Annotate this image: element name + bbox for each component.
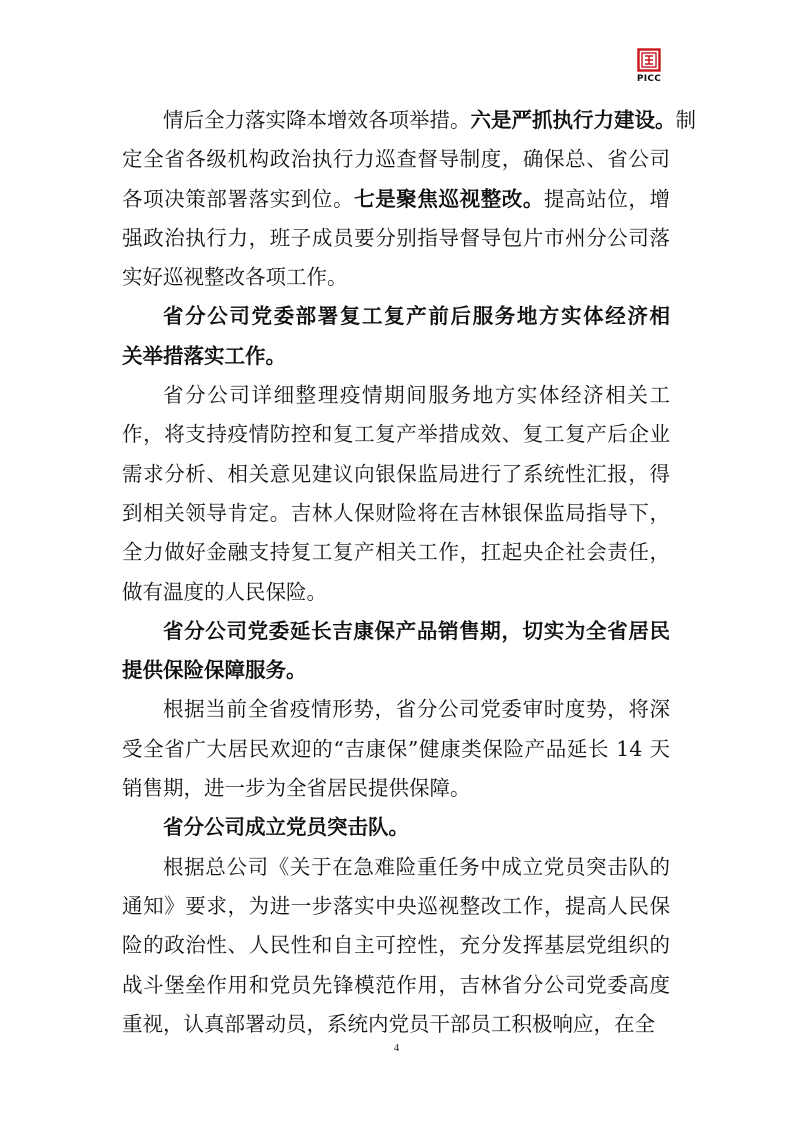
text-run: 通知》要求，为进一步落实中央巡视整改工作，提高人民保 [122, 893, 670, 918]
text-run: 做有温度的人民保险。 [122, 579, 327, 604]
paragraph-line [122, 376, 670, 415]
paragraph-line [122, 966, 670, 1005]
text-run: 定全省各级机构政治执行力巡查督导制度，确保总、省公司 [122, 147, 670, 172]
paragraph-line [122, 887, 670, 926]
bold-text-run: 六是严抓执行力建设。 [470, 108, 676, 132]
text-run: 全力做好金融支持复工复产相关工作，扛起央企社会责任， [122, 540, 670, 565]
text-run: 根据总公司《关于在急难险重任务中成立党员突击队的 [163, 854, 670, 879]
text-run: 制 [675, 108, 696, 132]
page-number: 4 [393, 1042, 400, 1054]
paragraph-line [122, 258, 670, 297]
paragraph-line [122, 533, 670, 572]
text-run: 情后全力落实降本增效各项举措。 [163, 108, 471, 132]
picc-seal-icon [637, 48, 661, 72]
logo-text: PICC [636, 74, 662, 84]
text-run: 实好巡视整改各项工作。 [122, 265, 348, 290]
paragraph-line [122, 848, 670, 887]
paragraph-line [122, 219, 670, 258]
bold-text-run: 七是聚焦巡视整改。 [354, 186, 545, 211]
paragraph-line [122, 769, 670, 808]
section-heading-line [122, 297, 670, 336]
picc-logo [634, 48, 664, 84]
text-run: 作，将支持疫情防控和复工复产举措成效、复工复产后企业 [122, 422, 670, 447]
paragraph-line [122, 415, 670, 454]
paragraph-line [122, 573, 670, 612]
bold-text-run: 省分公司成立党员突击队。 [163, 815, 409, 840]
text-run: 需求分析、相关意见建议向银保监局进行了系统性汇报，得 [122, 461, 670, 486]
text-run: 到相关领导肯定。吉林人保财险将在吉林银保监局指导下， [122, 500, 670, 525]
paragraph-line [122, 1005, 670, 1044]
bold-text-run: 省分公司党委延长吉康保产品销售期，切实为全省居民 [163, 618, 670, 643]
section-heading-line [122, 651, 670, 690]
section-heading-line [122, 808, 670, 847]
text-run: 提高站位，增 [544, 186, 671, 211]
paragraph-line [122, 140, 670, 179]
section-heading-line [122, 612, 670, 651]
text-run: 根据当前全省疫情形势，省分公司党委审时度势，将深 [163, 697, 670, 722]
paragraph-line [122, 926, 670, 965]
paragraph-line [122, 730, 670, 769]
text-run: 各项决策部署落实到位。 [122, 186, 355, 211]
text-run: 战斗堡垒作用和党员先锋模范作用，吉林省分公司党委高度 [122, 972, 670, 997]
paragraph-line [122, 494, 670, 533]
bold-text-run: 提供保险保障服务。 [122, 658, 307, 683]
text-run: 重视，认真部署动员，系统内党员干部员工积极响应，在全 [122, 1011, 655, 1036]
text-run: 险的政治性、人民性和自主可控性，充分发挥基层党组织的 [122, 933, 670, 958]
text-run: 销售期，进一步为全省居民提供保障。 [122, 776, 471, 801]
bold-text-run: 关举措落实工作。 [122, 343, 286, 368]
bold-text-run: 省分公司党委部署复工复产前后服务地方实体经济相 [163, 304, 670, 329]
text-run: 受全省广大居民欢迎的“吉康保”健康类保险产品延长 14 天 [122, 736, 670, 761]
paragraph-line [122, 690, 670, 729]
text-run: 强政治执行力，班子成员要分别指导督导包片市州分公司落 [122, 225, 670, 250]
paragraph-line [122, 101, 696, 140]
paragraph-line [122, 455, 670, 494]
document-body [122, 101, 696, 1044]
paragraph-line [122, 180, 670, 219]
text-run: 省分公司详细整理疫情期间服务地方实体经济相关工 [163, 383, 670, 408]
section-heading-line [122, 337, 670, 376]
